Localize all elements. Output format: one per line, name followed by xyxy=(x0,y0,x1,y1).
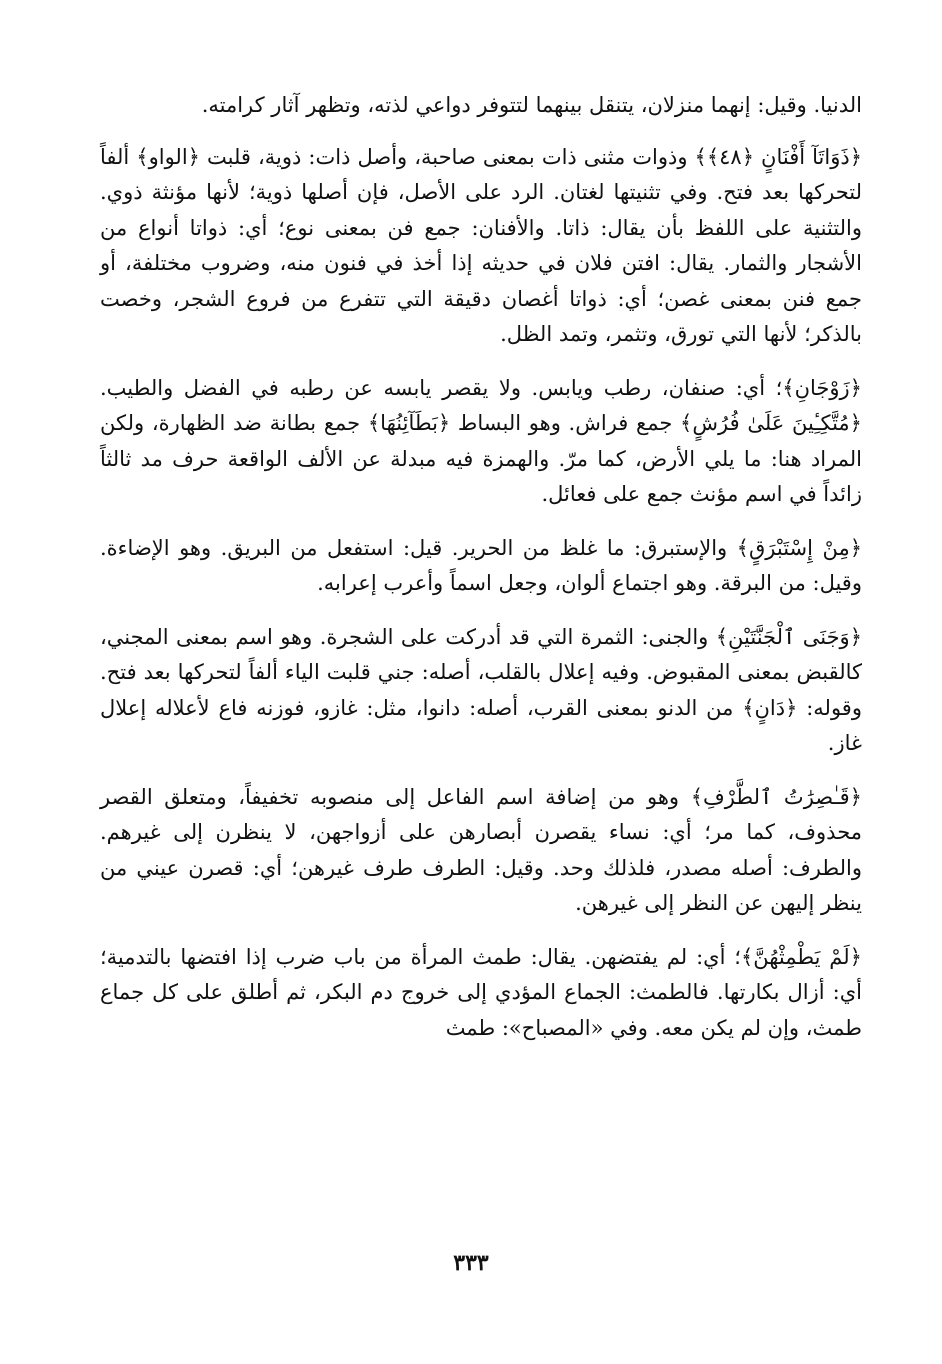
paragraph-5: ﴿وَجَنَى ٱلْجَنَّتَيْنِ﴾ والجنى: الثمرة التي قد أدركت على الشجرة. وهو اسم بمعنى المجني، كالقبض بمعنى المقبوض. وفيه إعلال بالقلب، أصله: جني قلبت الياء ألفاً لتحركها بعد فتح. وقوله: ﴿دَانٍ﴾ من الدنو بمعنى القرب، أصله: دانوا، مثل: غازو، فوزنه فاع لأعلاله إعلال غاز. xyxy=(100,624,862,755)
page-number: ٣٣٣ xyxy=(453,1250,489,1276)
paragraph-7: ﴿لَمْ يَطْمِثْهُنَّ﴾؛ أي: لم يفتضهن. يقال: طمث المرأة من باب ضرب إذا افتضها بالتدمية؛ أي: أزال بكارتها. فالطمث: الجماع المؤدي إلى خروج دم البكر، ثم أطلق على كل جماع طمث، وإن لم يكن معه. وفي «المصباح»: طمث xyxy=(100,944,862,1040)
paragraph-4: ﴿مِنْ إِسْتَبْرَقٍ﴾ والإستبرق: ما غلظ من الحرير. قيل: استفعل من البريق. وهو الإضاءة. وقيل: من البرقة. وهو اجتماع ألوان، وجعل اسماً وأعرب إعرابه. xyxy=(100,535,862,595)
body-text xyxy=(100,88,862,1064)
paragraph-6: ﴿قَـٰصِرَٰتُ ٱلطَّرْفِ﴾ وهو من إضافة اسم الفاعل إلى منصوبه تخفيفاً، ومتعلق القصر محذوف، كما مر؛ أي: نساء يقصرن أبصارهن على أزواجهن، لا ينظرن إلى غيرهم. والطرف: أصله مصدر، فلذلك وحد. وقيل: الطرف طرف غيرهن؛ أي: قصرن عيني من ينظر إليهن عن النظر إلى غيرهن. xyxy=(100,784,862,915)
paragraph-3: ﴿زَوْجَانِ﴾؛ أي: صنفان، رطب ويابس. ولا يقصر يابسه عن رطبه في الفضل والطيب. ﴿مُتَّكِـِٔينَ عَلَىٰ فُرُشٍ﴾ جمع فراش. وهو البساط ﴿بَطَآئِنُهَا﴾ جمع بطانة ضد الظهارة، ولكن المراد هنا: ما يلي الأرض، كما مرّ. والهمزة فيه مبدلة عن الألف الواقعة حرف مد ثالثاً زائداً في اسم مؤنث جمع على فعائل. xyxy=(100,375,862,506)
paragraph-1: الدنيا. وقيل: إنهما منزلان، يتنقل بينهما لتتوفر دواعي لذته، وتظهر آثار كرامته. xyxy=(201,93,862,117)
paragraph-2: ﴿ذَوَاتَآ أَفْنَانٍ ﴿٤٨﴾﴾ وذوات مثنى ذات بمعنى صاحبة، وأصل ذات: ذوية، قلبت ﴿الواو﴾ ألفاً لتحركها بعد فتح. وفي تثنيتها لغتان. الرد على الأصل، فإن أصلها ذوية؛ لأنها مؤنثة ذوي. والتثنية على اللفظ بأن يقال: ذاتا. والأفنان: جمع فن بمعنى نوع؛ أي: ذواتا أنواع من الأشجار والثمار. يقال: افتن فلان في حديثه إذا أخذ في فنون منه، وضروب مختلفة، أو جمع فنن بمعنى غصن؛ أي: ذواتا أغصان دقيقة التي تتفرع من فروع الشجر، وخصت بالذكر؛ لأنها التي تورق، وتثمر، وتمد الظل. xyxy=(100,144,863,346)
